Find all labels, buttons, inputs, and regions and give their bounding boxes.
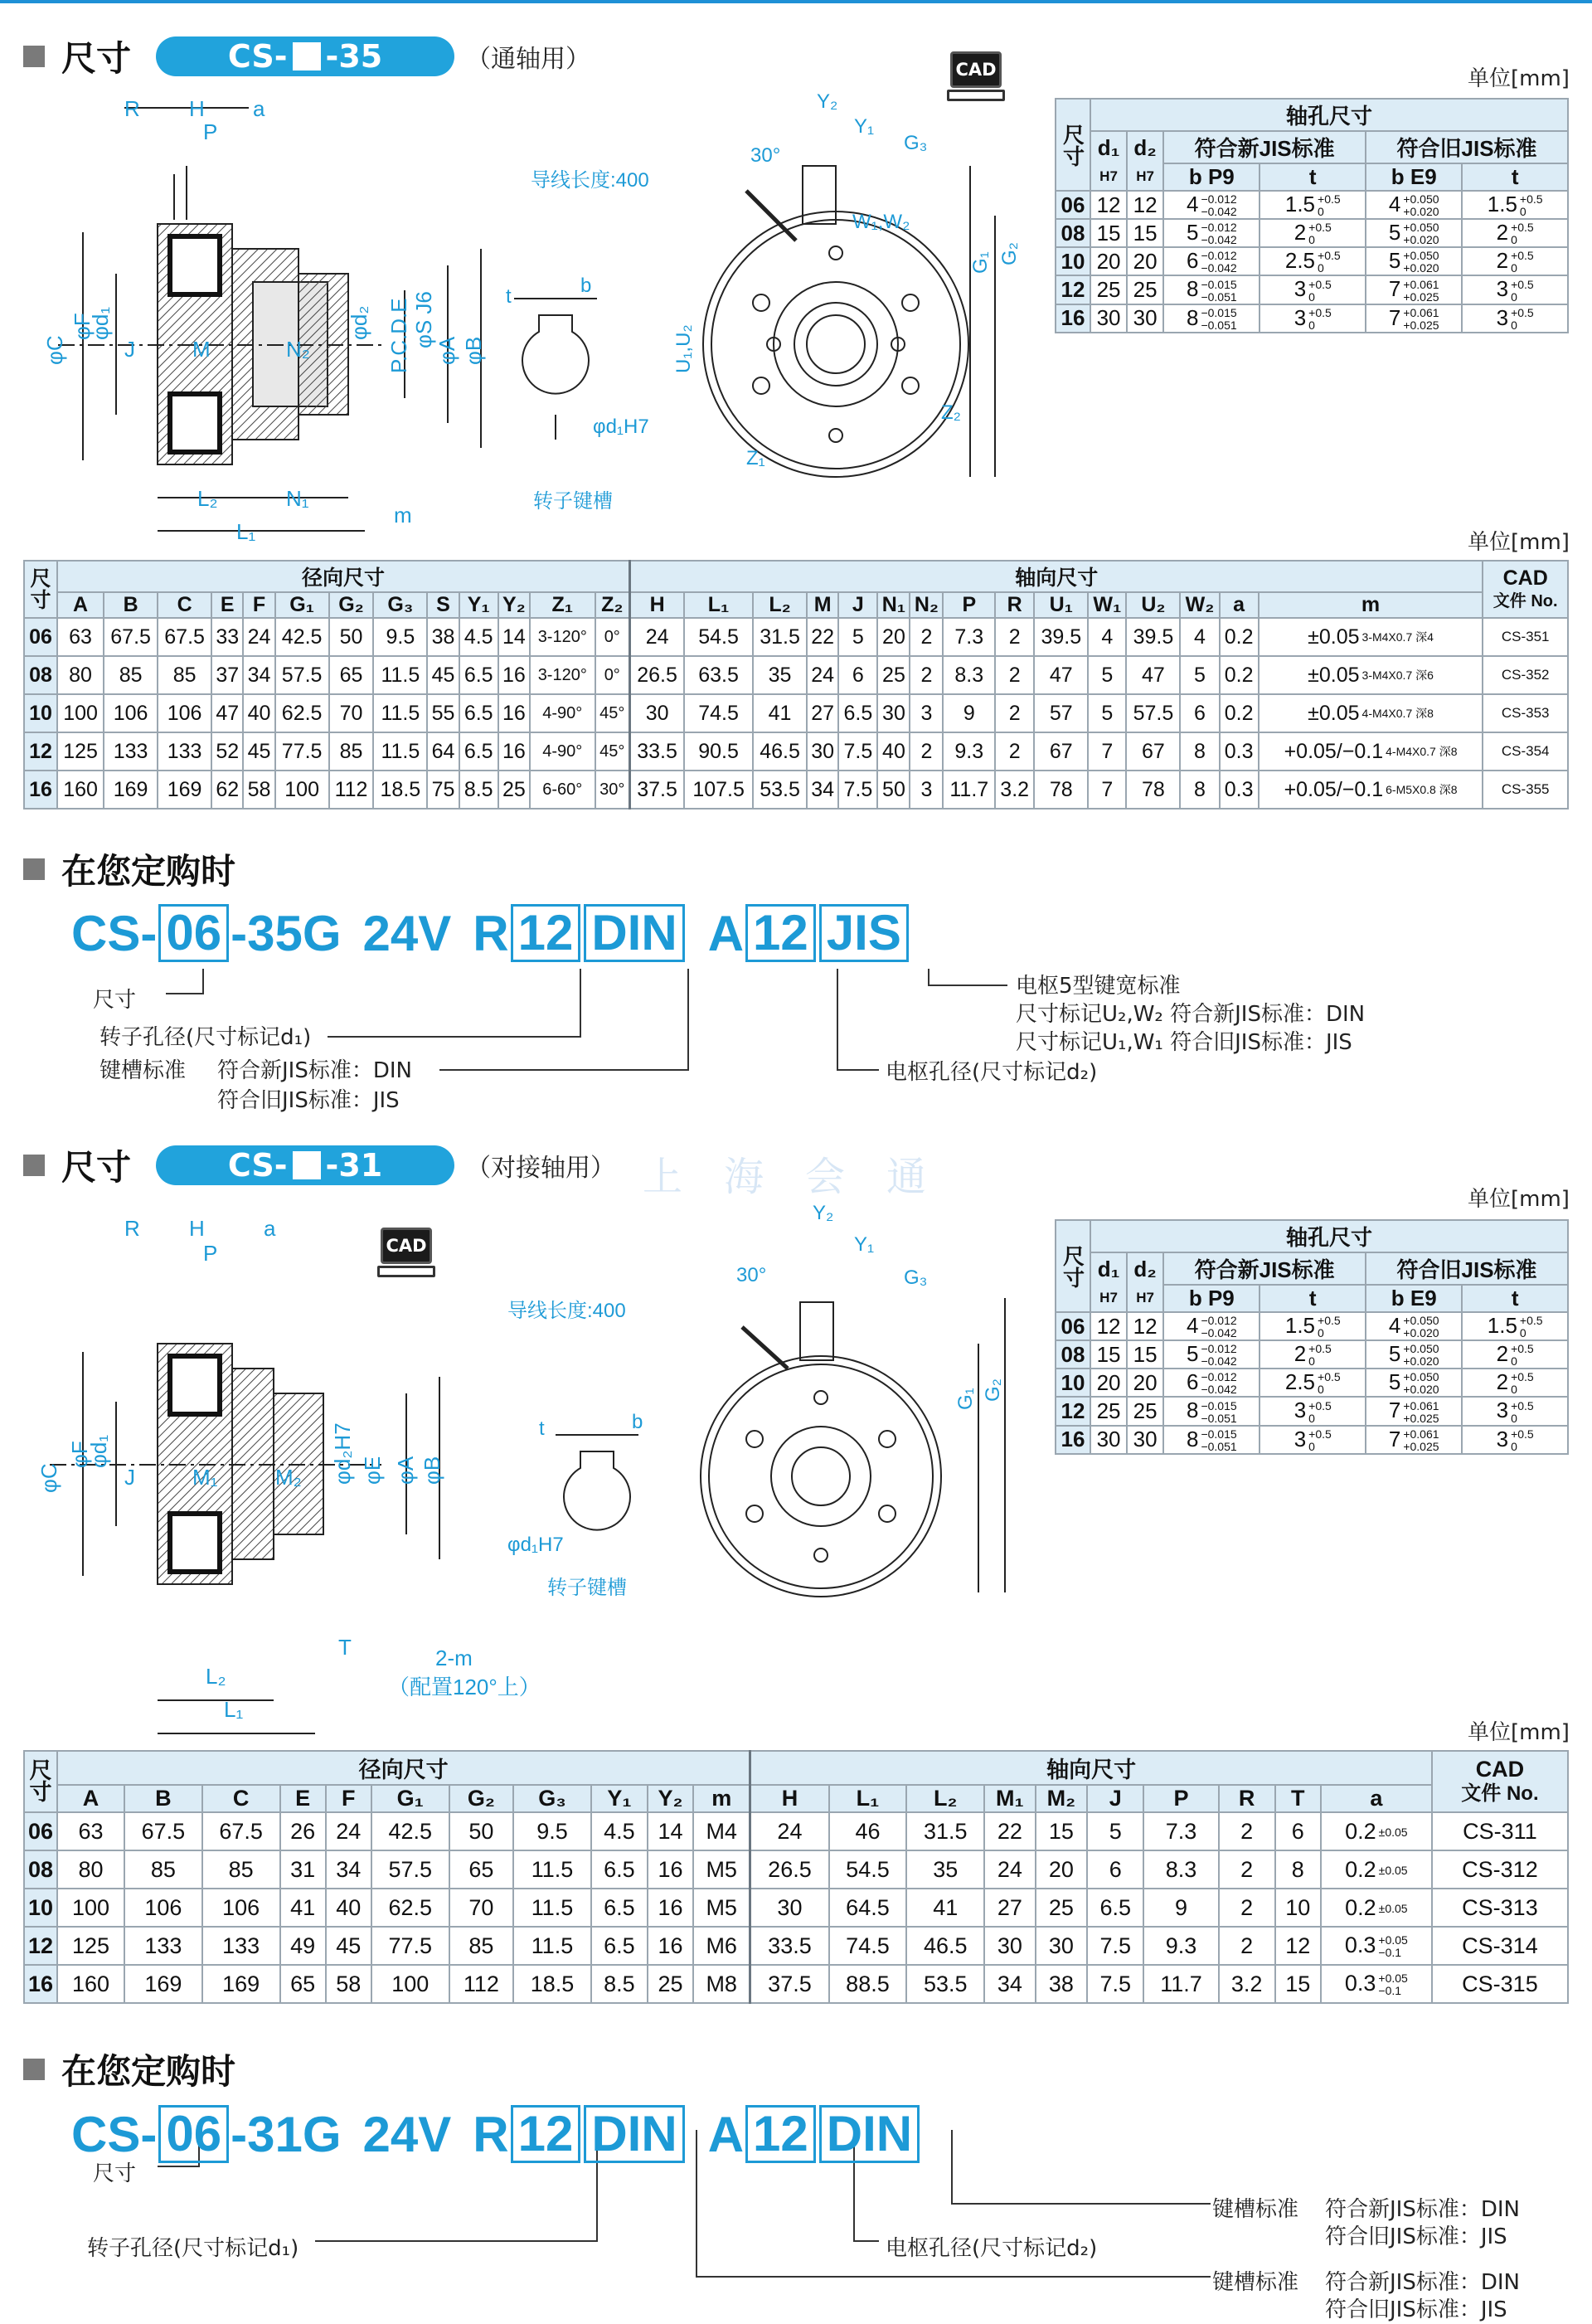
tolerance: −0.012 −0.042 bbox=[1201, 192, 1237, 219]
label-keyway-old: 符合旧JIS标准：JIS bbox=[217, 1088, 400, 1113]
table-row: 08 80 85 85 31 34 57.5 65 11.5 6.5 16 M5 26.5 54.5 35 24 20 6 8.3 2 8 0.2 ±0.05 CS-312 bbox=[24, 1850, 1568, 1889]
svg-text:Y₂: Y₂ bbox=[813, 1202, 834, 1224]
col-header: B bbox=[124, 1785, 202, 1812]
svg-text:φd₁H7: φd₁H7 bbox=[507, 1534, 564, 1556]
tolerance: −0.012 −0.042 bbox=[1201, 1342, 1237, 1369]
svg-text:G₂: G₂ bbox=[998, 242, 1021, 265]
col-header: P bbox=[943, 592, 995, 618]
tolerance: +0.5 0 bbox=[1511, 1427, 1534, 1453]
cs31-side-view bbox=[50, 1344, 439, 1733]
model-pill: CS- -35 bbox=[156, 36, 454, 76]
svg-text:Y₂: Y₂ bbox=[817, 90, 838, 113]
svg-text:30°: 30° bbox=[736, 1264, 767, 1286]
order-code-box: 06 bbox=[158, 2105, 229, 2163]
label-keyway-1b: 符合旧JIS标准：JIS bbox=[1325, 2224, 1507, 2249]
tolerance: 4-M4X0.7 深8 bbox=[1386, 745, 1458, 759]
svg-text:转子键槽: 转子键槽 bbox=[547, 1577, 627, 1599]
table-row: 08 15 15 5 −0.012 −0.042 2 +0.5 0 5 +0.050 +0.020 2 +0.5 0 bbox=[1056, 1340, 1568, 1369]
tolerance: +0.050 +0.020 bbox=[1403, 1370, 1439, 1397]
table-row: 16 160 169 169 62 58 100 112 18.5 75 8.5 25 6-60° 30° 37.5 107.5 53.5 34 7.5 50 3 11.7 3.2 78 7 78 8 0.3 +0.05/−0.1 6-M5X0.8 深8 CS-355 bbox=[24, 771, 1568, 809]
title-square-icon bbox=[23, 858, 45, 880]
label-armature-bore: 电枢孔径(尺寸标记d₂) bbox=[886, 1060, 1098, 1085]
unit-label: 单位[mm] bbox=[1468, 530, 1570, 555]
tolerance: +0.05 −0.1 bbox=[1378, 1971, 1408, 1997]
order-code-text: -31G bbox=[231, 2106, 342, 2162]
svg-text:φS J6: φS J6 bbox=[411, 291, 436, 348]
title-square-icon bbox=[23, 2059, 45, 2080]
tolerance: +0.050 +0.020 bbox=[1403, 221, 1439, 247]
svg-text:φB: φB bbox=[461, 336, 486, 365]
col-header: N₁ bbox=[877, 592, 910, 618]
tolerance: +0.5 0 bbox=[1318, 249, 1341, 275]
table-row: 12 25 25 8 −0.015 −0.051 3 +0.5 0 7 +0.061 +0.025 3 +0.5 0 bbox=[1056, 1397, 1568, 1425]
tolerance: +0.061 +0.025 bbox=[1403, 1427, 1439, 1453]
svg-text:φB: φB bbox=[420, 1456, 444, 1485]
tolerance: −0.012 −0.042 bbox=[1201, 1314, 1237, 1340]
table-row: 08 15 15 5 −0.012 −0.042 2 +0.5 0 5 +0.050 +0.020 2 +0.5 0 bbox=[1056, 219, 1568, 247]
table-row: 06 63 67.5 67.5 26 24 42.5 50 9.5 4.5 14 M4 24 46 31.5 22 15 5 7.3 2 6 0.2 ±0.05 CS-311 bbox=[24, 1812, 1568, 1850]
bore-table-cs35: 尺寸 轴孔尺寸 d₁ H7 d₂ H7 符合新JIS标准 符合旧JIS标准 b P9 t b E9 t 06 12 12 4 −0.012 −0.042 1.5 +0.5 0 4 +0.050 +0.020 1.5 +0.5 0 08 15 15 5 −0.012 −0.042 2 +0.5 0 5 +0.050 +0.020 2 +0.5 0 10 20 20 6 −0.012 −0.042 2.5 +0.5 0 5 +0.050 +0.020 2 +0.5 0 12 25 25 8 −0.015 −0.051 3 +0.5 0 7 +0.061 +0.025 3 +0.5 0 16 30 30 8 −0.015 −0.051 3 +0.5 0 7 +0.061 +0.025 3 +0.5 0 bbox=[1055, 98, 1569, 333]
unit-label: 单位[mm] bbox=[1468, 66, 1570, 91]
col-header: C bbox=[202, 1785, 280, 1812]
axial-header: 轴向尺寸 bbox=[630, 561, 1483, 592]
col-header: Y₂ bbox=[648, 1785, 693, 1812]
col-header: Y₁ bbox=[591, 1785, 648, 1812]
tolerance: +0.5 0 bbox=[1511, 221, 1534, 247]
svg-text:a: a bbox=[264, 1216, 276, 1241]
svg-text:φA: φA bbox=[393, 1456, 418, 1485]
tolerance: +0.5 0 bbox=[1519, 1314, 1543, 1340]
cs35-front-view bbox=[703, 166, 995, 477]
tolerance: +0.5 0 bbox=[1308, 277, 1332, 304]
col-header: S bbox=[427, 592, 459, 618]
svg-text:G₃: G₃ bbox=[904, 132, 928, 154]
order-code-box: JIS bbox=[819, 904, 909, 962]
tolerance: ±0.05 bbox=[1378, 1901, 1408, 1915]
col-header: H bbox=[750, 1785, 829, 1812]
label-armature-std-2: 尺寸标记U₁,W₁ 符合旧JIS标准：JIS bbox=[1016, 1030, 1352, 1055]
svg-text:导线长度:400: 导线长度:400 bbox=[531, 169, 649, 192]
size-cell: 08 bbox=[1056, 219, 1090, 247]
table-row: 12 25 25 8 −0.015 −0.051 3 +0.5 0 7 +0.061 +0.025 3 +0.5 0 bbox=[1056, 275, 1568, 304]
col-header: Y₂ bbox=[498, 592, 530, 618]
order-code-text: CS- bbox=[71, 2106, 158, 2162]
label-armature-std-1: 尺寸标记U₂,W₂ 符合新JIS标准：DIN bbox=[1016, 1002, 1366, 1027]
model-pill: CS- -31 bbox=[156, 1145, 454, 1185]
tolerance: +0.5 0 bbox=[1511, 305, 1534, 332]
tolerance: +0.05 −0.1 bbox=[1378, 1933, 1408, 1959]
col-header: a bbox=[1321, 1785, 1432, 1812]
order-code-text: -35G bbox=[231, 905, 342, 961]
svg-text:T: T bbox=[338, 1635, 352, 1660]
order-title-2: 在您定购时 bbox=[23, 2044, 235, 2094]
tolerance: −0.015 −0.051 bbox=[1201, 305, 1237, 332]
svg-text:b: b bbox=[580, 275, 592, 297]
tolerance: −0.012 −0.042 bbox=[1201, 249, 1237, 275]
svg-text:P: P bbox=[203, 1241, 218, 1266]
svg-text:Z₁: Z₁ bbox=[746, 447, 765, 469]
tolerance: 6-M5X0.8 深8 bbox=[1386, 783, 1458, 797]
label-keyway-2: 键槽标准 bbox=[1212, 2270, 1299, 2295]
tolerance: +0.5 0 bbox=[1318, 192, 1341, 219]
order-code-text: R bbox=[473, 2106, 509, 2162]
col-header: L₁ bbox=[684, 592, 753, 618]
tolerance: −0.015 −0.051 bbox=[1201, 277, 1237, 304]
tolerance: +0.061 +0.025 bbox=[1403, 305, 1439, 332]
unit-label: 单位[mm] bbox=[1468, 1187, 1570, 1212]
tolerance: +0.5 0 bbox=[1318, 1314, 1341, 1340]
col-header: Y₁ bbox=[459, 592, 498, 618]
label-rotor-bore: 转子孔径(尺寸标记d₁) bbox=[100, 1025, 312, 1050]
svg-text:φd₂: φd₂ bbox=[347, 305, 371, 340]
col-header: G₂ bbox=[449, 1785, 513, 1812]
table-row: 16 160 169 169 65 58 100 112 18.5 8.5 25 M8 37.5 88.5 53.5 34 38 7.5 11.7 3.2 15 0.3 +0.05 −0.1 CS-315 bbox=[24, 1965, 1568, 2003]
table-row: 12 125 133 133 52 45 77.5 85 11.5 64 6.5 16 4-90° 45° 33.5 90.5 46.5 30 7.5 40 2 9.3 2 67 7 67 8 0.3 +0.05/−0.1 4-M4X0.7 深8 CS-354 bbox=[24, 732, 1568, 771]
col-header: U₂ bbox=[1126, 592, 1180, 618]
tolerance: +0.5 0 bbox=[1318, 1370, 1341, 1397]
cad-header: CAD 文件 No. bbox=[1483, 561, 1568, 618]
cs35-keyway bbox=[514, 299, 597, 440]
col-header: A bbox=[57, 592, 104, 618]
svg-text:J: J bbox=[124, 337, 135, 362]
tolerance: +0.5 0 bbox=[1308, 305, 1332, 332]
svg-text:J: J bbox=[124, 1465, 135, 1490]
svg-text:（配置120°上）: （配置120°上） bbox=[388, 1675, 541, 1699]
label-keyway-2b: 符合旧JIS标准：JIS bbox=[1325, 2297, 1507, 2322]
order-code-text: 24V bbox=[362, 905, 452, 961]
tolerance: +0.050 +0.020 bbox=[1403, 1342, 1439, 1369]
tolerance: +0.5 0 bbox=[1519, 192, 1543, 219]
col-header: E bbox=[280, 1785, 326, 1812]
col-header: W₂ bbox=[1180, 592, 1219, 618]
svg-text:t: t bbox=[539, 1417, 545, 1440]
order-code-box: DIN bbox=[819, 2105, 920, 2163]
svg-text:φC: φC bbox=[42, 335, 67, 365]
tolerance: +0.5 0 bbox=[1511, 1398, 1534, 1425]
svg-text:Z₂: Z₂ bbox=[941, 401, 961, 424]
table-row: 12 125 133 133 49 45 77.5 85 11.5 6.5 16 M6 33.5 74.5 46.5 30 30 7.5 9.3 2 12 0.3 +0.05 −0.1 CS-314 bbox=[24, 1927, 1568, 1965]
col-header: P bbox=[1143, 1785, 1218, 1812]
label-armature-bore: 电枢孔径(尺寸标记d₂) bbox=[886, 2236, 1098, 2261]
cad-icon: CAD bbox=[947, 51, 1005, 105]
col-header: m bbox=[693, 1785, 750, 1812]
tolerance: +0.050 +0.020 bbox=[1403, 1314, 1439, 1340]
svg-text:R: R bbox=[124, 1216, 140, 1241]
table-row: 16 30 30 8 −0.015 −0.051 3 +0.5 0 7 +0.061 +0.025 3 +0.5 0 bbox=[1056, 304, 1568, 333]
table-row: 10 100 106 106 47 40 62.5 70 11.5 55 6.5 16 4-90° 45° 30 74.5 41 27 6.5 30 3 9 2 57 5 57.5 6 0.2 ±0.05 4-M4X0.7 深8 CS-353 bbox=[24, 694, 1568, 732]
cs31-front-view bbox=[701, 1298, 1005, 1597]
order-code-text: CS- bbox=[71, 905, 158, 961]
svg-text:L₁: L₁ bbox=[236, 519, 256, 544]
svg-text:G₃: G₃ bbox=[904, 1267, 928, 1289]
col-header: G₃ bbox=[373, 592, 427, 618]
label-armature-std: 电枢5型键宽标准 bbox=[1016, 974, 1181, 999]
svg-text:t: t bbox=[506, 285, 512, 308]
svg-text:φF: φF bbox=[67, 1441, 92, 1468]
section-title-cs31: 尺寸 CS- -31 （对接轴用） bbox=[23, 1140, 615, 1190]
tolerance: 4-M4X0.7 深8 bbox=[1361, 707, 1434, 721]
col-header: U₁ bbox=[1034, 592, 1088, 618]
col-header: L₂ bbox=[753, 592, 807, 618]
label-rotor-bore: 转子孔径(尺寸标记d₁) bbox=[87, 2236, 299, 2261]
tolerance: +0.5 0 bbox=[1308, 221, 1332, 247]
svg-text:Y₁: Y₁ bbox=[854, 1233, 875, 1256]
label-size: 尺寸 bbox=[93, 988, 137, 1013]
svg-text:φd₁H7: φd₁H7 bbox=[593, 416, 649, 438]
order-code-box: 12 bbox=[745, 2105, 816, 2163]
size-cell: 06 bbox=[1056, 1312, 1090, 1340]
size-cell: 16 bbox=[1056, 304, 1090, 333]
svg-text:30°: 30° bbox=[750, 144, 781, 167]
col-header: J bbox=[1087, 1785, 1143, 1812]
col-header: J bbox=[838, 592, 877, 618]
label-size: 尺寸 bbox=[93, 2161, 137, 2186]
svg-text:G₁: G₁ bbox=[954, 1388, 977, 1410]
tolerance: +0.5 0 bbox=[1511, 249, 1534, 275]
tolerance: 3-M4X0.7 深4 bbox=[1361, 630, 1434, 644]
svg-text:W₁,W₂: W₁,W₂ bbox=[852, 211, 910, 233]
svg-text:a: a bbox=[253, 96, 265, 121]
size-cell: 10 bbox=[1056, 247, 1090, 275]
table-row: 06 12 12 4 −0.012 −0.042 1.5 +0.5 0 4 +0.050 +0.020 1.5 +0.5 0 bbox=[1056, 191, 1568, 219]
svg-text:φd₂H7: φd₂H7 bbox=[330, 1422, 355, 1485]
col-header: M₁ bbox=[984, 1785, 1035, 1812]
svg-text:P: P bbox=[203, 119, 218, 144]
svg-text:L₂: L₂ bbox=[206, 1664, 226, 1689]
size-cell: 06 bbox=[1056, 191, 1090, 219]
svg-text:m: m bbox=[394, 503, 412, 528]
label-keyway-2a: 符合新JIS标准：DIN bbox=[1325, 2270, 1520, 2295]
col-header: M₂ bbox=[1036, 1785, 1088, 1812]
order-code-text: A bbox=[707, 905, 745, 961]
tolerance: +0.061 +0.025 bbox=[1403, 277, 1439, 304]
table-row: 06 12 12 4 −0.012 −0.042 1.5 +0.5 0 4 +0.050 +0.020 1.5 +0.5 0 bbox=[1056, 1312, 1568, 1340]
tolerance: −0.012 −0.042 bbox=[1201, 1370, 1237, 1397]
col-header: R bbox=[1219, 1785, 1275, 1812]
tolerance: −0.012 −0.042 bbox=[1201, 221, 1237, 247]
label-keyway-1: 键槽标准 bbox=[1212, 2197, 1299, 2222]
col-header: F bbox=[326, 1785, 371, 1812]
col-header: R bbox=[995, 592, 1034, 618]
col-header: N₂ bbox=[910, 592, 943, 618]
unit-label: 单位[mm] bbox=[1468, 1720, 1570, 1745]
order-title-1: 在您定购时 bbox=[23, 844, 235, 894]
order-code-1 bbox=[71, 904, 910, 962]
col-header: L₁ bbox=[829, 1785, 907, 1812]
size-cell: 10 bbox=[1056, 1369, 1090, 1397]
col-header: G₁ bbox=[371, 1785, 449, 1812]
order-code-text: A bbox=[707, 2106, 745, 2162]
label-keyway-new: 符合新JIS标准：DIN bbox=[217, 1058, 412, 1083]
bore-table-cs31: 尺寸 轴孔尺寸 d₁ H7 d₂ H7 符合新JIS标准 符合旧JIS标准 b P9 t b E9 t 06 12 12 4 −0.012 −0.042 1.5 +0.5 0 4 +0.050 +0.020 1.5 +0.5 0 08 15 15 5 −0.012 −0.042 2 +0.5 0 5 +0.050 +0.020 2 +0.5 0 10 20 20 6 −0.012 −0.042 2.5 +0.5 0 5 +0.050 +0.020 2 +0.5 0 12 25 25 8 −0.015 −0.051 3 +0.5 0 7 +0.061 +0.025 3 +0.5 0 16 30 30 8 −0.015 −0.051 3 +0.5 0 7 +0.061 +0.025 3 +0.5 0 bbox=[1055, 1219, 1569, 1455]
blank-box-icon bbox=[293, 1151, 321, 1179]
svg-text:b: b bbox=[632, 1411, 643, 1433]
label-keyway: 键槽标准 bbox=[100, 1058, 187, 1083]
col-header: F bbox=[243, 592, 274, 618]
col-header: G₁ bbox=[275, 592, 329, 618]
svg-text:φd₁: φd₁ bbox=[88, 306, 113, 340]
svg-text:L₁: L₁ bbox=[224, 1697, 244, 1722]
col-header: G₃ bbox=[513, 1785, 591, 1812]
tolerance: ±0.05 bbox=[1378, 1863, 1408, 1877]
order-code-box: DIN bbox=[584, 904, 684, 962]
col-header: G₂ bbox=[329, 592, 374, 618]
title-square-icon bbox=[23, 1155, 45, 1176]
tolerance: 3-M4X0.7 深6 bbox=[1361, 669, 1434, 683]
size-cell: 12 bbox=[1056, 1397, 1090, 1425]
svg-text:U₁,U₂: U₁,U₂ bbox=[672, 324, 695, 373]
svg-text:2-m: 2-m bbox=[435, 1646, 473, 1670]
tolerance: +0.5 0 bbox=[1511, 1342, 1534, 1369]
col-header: Z₁ bbox=[530, 592, 595, 618]
tolerance: +0.061 +0.025 bbox=[1403, 1398, 1439, 1425]
svg-text:φA: φA bbox=[434, 336, 459, 365]
dimension-table-cs31: 尺 寸 径向尺寸 轴向尺寸 CAD 文件 No. A B C E F G₁ G₂ G₃ Y₁ Y₂ m H L₁ L₂ M₁ M₂ J P R T a 06 63 67.5 67.5 26 24 42.5 50 9.5 4.5 14 M4 24 46 31.5 22 15 5 7.3 2 6 0.2 ±0.05 CS-311 08 80 85 85 31 34 57.5 65 11.5 6.5 16 M5 26.5 54.5 35 24 20 6 8.3 2 8 0.2 ±0.05 CS-312 10 100 106 106 41 40 62.5 70 11.5 6.5 16 M5 30 64.5 41 27 25 6.5 9 2 10 0.2 ±0.05 CS-313 12 125 133 133 49 45 77.5 85 11.5 6.5 16 M6 33.5 74.5 46.5 30 30 7.5 9.3 2 12 0.3 +0.05 −0.1 CS-314 16 160 169 169 65 58 100 112 18.5 8.5 25 M8 37.5 88.5 53.5 34 38 7.5 11.7 3.2 15 0.3 +0.05 −0.1 CS-315 bbox=[23, 1750, 1569, 2004]
radial-header: 径向尺寸 bbox=[57, 561, 630, 592]
col-header: m bbox=[1259, 592, 1483, 618]
col-header: B bbox=[104, 592, 158, 618]
cs31-keyway bbox=[556, 1435, 638, 1530]
tolerance: +0.050 +0.020 bbox=[1403, 192, 1439, 219]
order-code-box: 12 bbox=[511, 2105, 581, 2163]
tolerance: +0.5 0 bbox=[1308, 1342, 1332, 1369]
watermark: 上海会通 bbox=[643, 1154, 968, 1200]
axial-header: 轴向尺寸 bbox=[750, 1751, 1432, 1785]
col-header: T bbox=[1275, 1785, 1321, 1812]
svg-text:N₁: N₁ bbox=[286, 486, 309, 511]
tolerance: −0.015 −0.051 bbox=[1201, 1427, 1237, 1453]
col-header: E bbox=[211, 592, 243, 618]
svg-text:R: R bbox=[124, 96, 140, 121]
col-header: A bbox=[57, 1785, 124, 1812]
table-row: 08 80 85 85 37 34 57.5 65 11.5 45 6.5 16 3-120° 0° 26.5 63.5 35 24 6 25 2 8.3 2 47 5 47 5 0.2 ±0.05 3-M4X0.7 深6 CS-352 bbox=[24, 656, 1568, 694]
table-row: 06 63 67.5 67.5 33 24 42.5 50 9.5 38 4.5 14 3-120° 0° 24 54.5 31.5 22 5 20 2 7.3 2 39.5 4 39.5 4 0.2 ±0.05 3-M4X0.7 深4 CS-351 bbox=[24, 618, 1568, 656]
svg-text:H: H bbox=[189, 1216, 205, 1241]
svg-text:H: H bbox=[189, 96, 205, 121]
radial-header: 径向尺寸 bbox=[57, 1751, 750, 1785]
svg-text:G₂: G₂ bbox=[982, 1378, 1004, 1402]
svg-text:N₂: N₂ bbox=[286, 337, 310, 362]
size-header: 尺 寸 bbox=[24, 561, 57, 618]
dimension-table-cs35 bbox=[23, 560, 1569, 810]
col-header: Z₂ bbox=[595, 592, 630, 618]
tolerance: +0.5 0 bbox=[1308, 1427, 1332, 1453]
col-header: a bbox=[1220, 592, 1259, 618]
col-header: M bbox=[807, 592, 838, 618]
order-code-2 bbox=[71, 2105, 921, 2163]
svg-text:G₁: G₁ bbox=[969, 251, 992, 274]
tolerance: +0.5 0 bbox=[1511, 1370, 1534, 1397]
svg-text:M₁: M₁ bbox=[192, 1465, 218, 1490]
svg-text:转子键槽: 转子键槽 bbox=[533, 490, 613, 513]
order-code-box: 12 bbox=[745, 904, 816, 962]
svg-text:φC: φC bbox=[36, 1463, 61, 1493]
svg-text:L₂: L₂ bbox=[197, 486, 218, 511]
table-row: 10 100 106 106 41 40 62.5 70 11.5 6.5 16 M5 30 64.5 41 27 25 6.5 9 2 10 0.2 ±0.05 CS-313 bbox=[24, 1889, 1568, 1927]
svg-text:M: M bbox=[192, 337, 211, 362]
svg-text:Y₁: Y₁ bbox=[854, 115, 875, 138]
section-subtitle: （通轴用） bbox=[466, 45, 591, 74]
col-header: W₁ bbox=[1088, 592, 1126, 618]
order-code-box: 06 bbox=[158, 904, 229, 962]
size-cell: 12 bbox=[1056, 275, 1090, 304]
tolerance: ±0.05 bbox=[1378, 1825, 1408, 1839]
table-row: 16 30 30 8 −0.015 −0.051 3 +0.5 0 7 +0.061 +0.025 3 +0.5 0 bbox=[1056, 1426, 1568, 1454]
order-code-text: 24V bbox=[362, 2106, 452, 2162]
svg-text:导线长度:400: 导线长度:400 bbox=[507, 1300, 626, 1322]
tolerance: +0.5 0 bbox=[1308, 1398, 1332, 1425]
cad-icon: CAD bbox=[377, 1228, 435, 1281]
tolerance: −0.015 −0.051 bbox=[1201, 1398, 1237, 1425]
section-heading: 尺寸 bbox=[61, 38, 132, 79]
col-header: L₂ bbox=[906, 1785, 984, 1812]
tolerance: +0.5 0 bbox=[1511, 277, 1534, 304]
svg-text:M₂: M₂ bbox=[275, 1465, 302, 1490]
table-row: 10 20 20 6 −0.012 −0.042 2.5 +0.5 0 5 +0.050 +0.020 2 +0.5 0 bbox=[1056, 1369, 1568, 1397]
order-code-box: 12 bbox=[511, 904, 581, 962]
order-code-box: DIN bbox=[584, 2105, 684, 2163]
svg-text:φF: φF bbox=[70, 313, 95, 340]
order-code-text: R bbox=[473, 905, 509, 961]
svg-text:φE: φE bbox=[360, 1456, 385, 1485]
col-header: C bbox=[158, 592, 211, 618]
svg-text:P.C.D.E: P.C.D.E bbox=[386, 298, 411, 373]
label-keyway-1a: 符合新JIS标准：DIN bbox=[1325, 2197, 1520, 2222]
size-cell: 16 bbox=[1056, 1426, 1090, 1454]
table-row: 10 20 20 6 −0.012 −0.042 2.5 +0.5 0 5 +0.050 +0.020 2 +0.5 0 bbox=[1056, 247, 1568, 275]
col-header: H bbox=[630, 592, 685, 618]
svg-text:φd₁: φd₁ bbox=[86, 1434, 111, 1468]
tolerance: +0.050 +0.020 bbox=[1403, 249, 1439, 275]
size-cell: 08 bbox=[1056, 1340, 1090, 1369]
